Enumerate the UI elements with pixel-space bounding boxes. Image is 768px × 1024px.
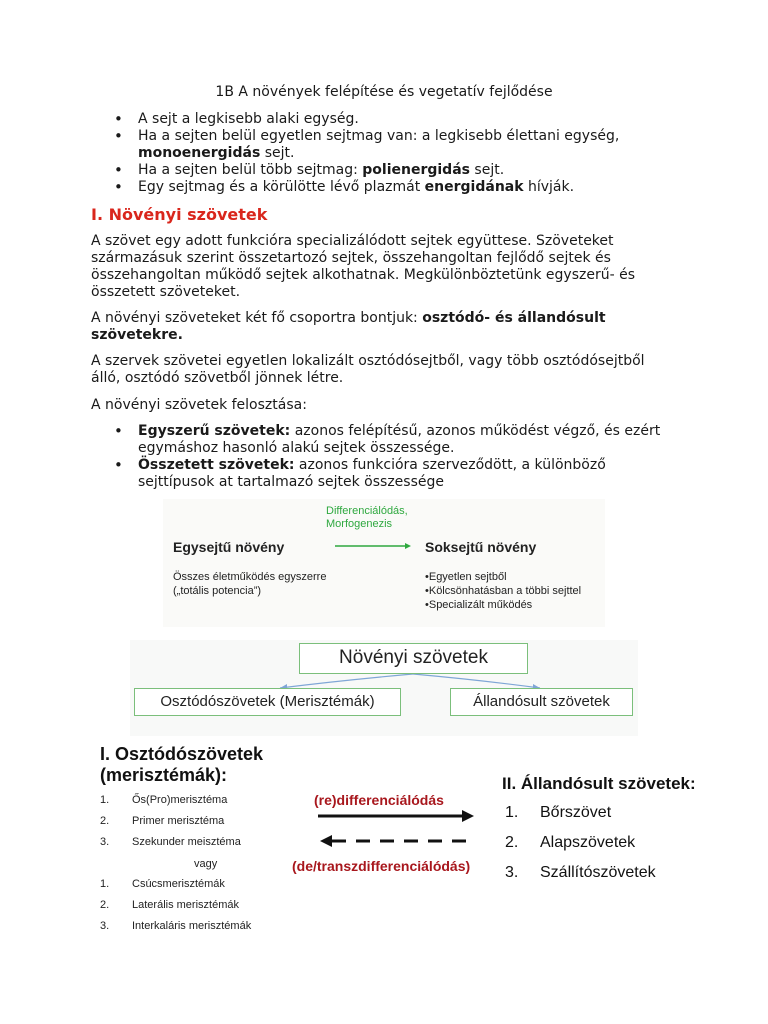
list-number: 3. [505,864,519,881]
list-number: 1. [100,794,110,806]
paragraph-definition: A szövet egy adott funkcióra specializálódott sejtek együttese. Szöveteket származásuk szerint összetartozó sejtek, összehangoltan fejlődő sejtek és összehangoltan működő sejtek alkothatnak. Megkülönböztetünk egyszerű- és összetett szöveteket. [91,233,635,300]
multicellular-description [425,570,581,612]
intro-bullet-list [114,111,674,196]
list-text: Primer merisztéma [132,815,225,827]
page-title: 1B A növények felépítése és vegetatív fejlődése [215,84,553,100]
list-text: Szállítószövetek [540,864,656,881]
arrow-label-line: Morfogenezis [326,518,393,530]
section-heading: I. Növényi szövetek [91,205,268,224]
description-line: Összes életműködés egyszerre [173,571,327,583]
list-item [505,834,635,852]
paragraph-text: A növényi szöveteket két fő csoportra bontjuk: [91,310,423,326]
tissue-bullet-list [114,423,674,491]
bullet-text: azonos funkcióra szerveződött, a különböző sejttípusok at tartalmazó sejtek összessége [138,457,606,490]
list-text: Szekunder meisztéma [132,836,241,848]
list-text: Laterális merisztémák [132,899,239,911]
list-number: 3. [100,920,110,932]
list-text: Alapszövetek [540,834,636,851]
list-number: 2. [100,815,110,827]
arrow-label-line: Differenciálódás, [326,505,408,517]
bullet-text: azonos felépítésű, azonos működést végző, és ezért egymáshoz hasonló alakú sejtek összessége. [138,423,661,456]
bullet-text: hívják. [523,179,575,195]
description-line: •Specializált működés [425,599,533,611]
title-line: I. Osztódószövetek [100,744,264,764]
description-line: („totális potencia”) [173,585,262,597]
arrow-right-icon [335,543,411,549]
description-line: •Egyetlen sejtből [425,571,507,583]
dedifferentiation-label: (de/transzdifferenciálódás) [292,858,471,874]
paragraph-classification: A növényi szövetek felosztása: [91,397,307,413]
list-number: 3. [100,836,110,848]
permanent-tissues-box: Állandósult szövetek [450,688,633,716]
figure-unicellular-multicellular [163,499,605,627]
description-line: •Kölcsönhatásban a többi sejttel [425,585,582,597]
unicellular-description [173,570,326,598]
multicellular-title: Soksejtű növény [425,539,537,555]
bullet-bold-term: Egyszerű szövetek: [138,423,291,439]
list-text: Csúcsmerisztémák [132,878,225,890]
list-item [505,864,656,882]
plant-tissues-box: Növényi szövetek [299,643,528,674]
meristem-box: Osztódószövetek (Merisztémák) [134,688,401,716]
list-text: Bőrszövet [540,804,612,821]
redifferentiation-label: (re)differenciálódás [314,792,444,808]
bullet-bold-term: monoenergidás [138,145,261,161]
or-label: vagy [194,858,218,870]
paragraph-bold: osztódó- és állandósult szövetekre. [91,310,606,343]
list-item [505,804,611,822]
list-number: 2. [505,834,519,851]
list-item [114,423,674,457]
list-item [114,128,674,162]
list-item [114,111,674,128]
figure-differentiation [90,740,708,936]
title-line: (merisztémák): [100,765,228,785]
list-number: 2. [100,899,110,911]
permanent-tissues-title: II. Állandósult szövetek: [502,774,696,793]
unicellular-title: Egysejtű növény [173,539,285,555]
paragraph-origin: A szervek szövetei egyetlen lokalizált osztódósejtből, vagy több osztódósejtből álló, osztódó szövetből jönnek létre. [91,353,645,386]
paragraph-groups [91,310,656,344]
bullet-text: Ha a sejten belül egyetlen sejtmag van: a legkisebb élettani egység, [138,128,620,144]
bullet-text: Egy sejtmag és a körülötte lévő plazmát [138,179,425,195]
bullet-text: sejt. [469,162,505,178]
list-text: Ős(Pro)merisztéma [132,794,228,806]
bullet-bold-term: polienergidás [362,162,470,178]
bullet-text: Ha a sejten belül több sejtmag: [138,162,363,178]
bullet-text: A sejt a legkisebb alaki egység. [138,111,359,127]
list-number: 1. [505,804,519,821]
figure-tissue-tree [130,640,638,736]
list-number: 1. [100,878,110,890]
list-item [114,162,674,179]
list-item [114,457,674,491]
bullet-text: sejt. [260,145,295,161]
list-item [114,179,674,196]
arrow-label [326,505,408,531]
bullet-bold-term: Összetett szövetek: [138,457,295,473]
bullet-bold-term: energidának [424,179,524,195]
list-text: Interkaláris merisztémák [132,920,252,932]
